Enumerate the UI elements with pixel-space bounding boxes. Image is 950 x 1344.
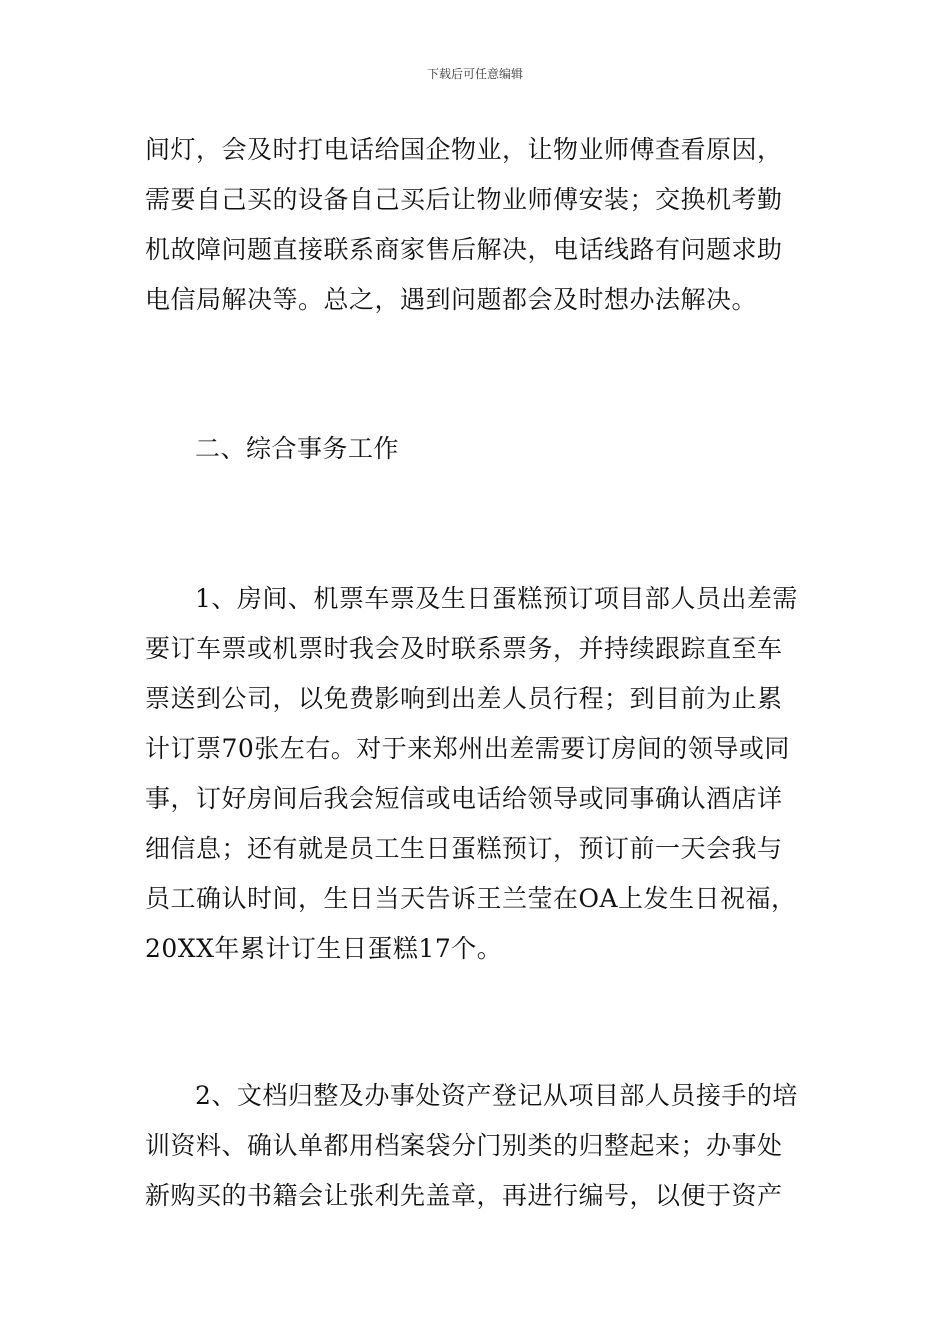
paragraph-line: 机故障问题直接联系商家售后解决，电话线路有问题求助 [145,235,783,264]
page-header: 下载后可任意编辑 [426,67,523,81]
paragraph-line: 细信息；还有就是员工生日蛋糕预订，预订前一天会我与 [145,834,783,863]
paragraph-line: 间灯，会及时打电话给国企物业，让物业师傅查看原因， [145,135,783,164]
paragraph-line: 2、文档归整及办事处资产登记从项目部人员接手的培 [195,1081,798,1110]
paragraph-line: 计订票70张左右。对于来郑州出差需要订房间的领导或同 [145,734,790,763]
paragraph-line: 20XX年累计订生日蛋糕17个。 [145,934,503,963]
paragraph-line: 票送到公司，以免费影响到出差人员行程；到目前为止累 [145,684,783,713]
paragraph-line: 需要自己买的设备自己买后让物业师傅安装；交换机考勤 [145,185,783,214]
paragraph-line: 要订车票或机票时我会及时联系票务，并持续跟踪直至车 [145,634,783,663]
paragraph-line: 1、房间、机票车票及生日蛋糕预订项目部人员出差需 [195,584,798,613]
paragraph-line: 电信局解决等。总之，遇到问题都会及时想办法解决。 [145,285,758,314]
paragraph-line: 事，订好房间后我会短信或电话给领导或同事确认酒店详 [145,784,783,813]
paragraph-line: 训资料、确认单都用档案袋分门别类的归整起来；办事处 [145,1131,783,1160]
paragraph-line: 员工确认时间，生日当天告诉王兰莹在OA上发生日祝福， [145,884,797,913]
section-heading: 二、综合事务工作 [195,434,400,463]
paragraph-line: 新购买的书籍会让张利先盖章，再进行编号，以便于资产 [145,1181,783,1210]
